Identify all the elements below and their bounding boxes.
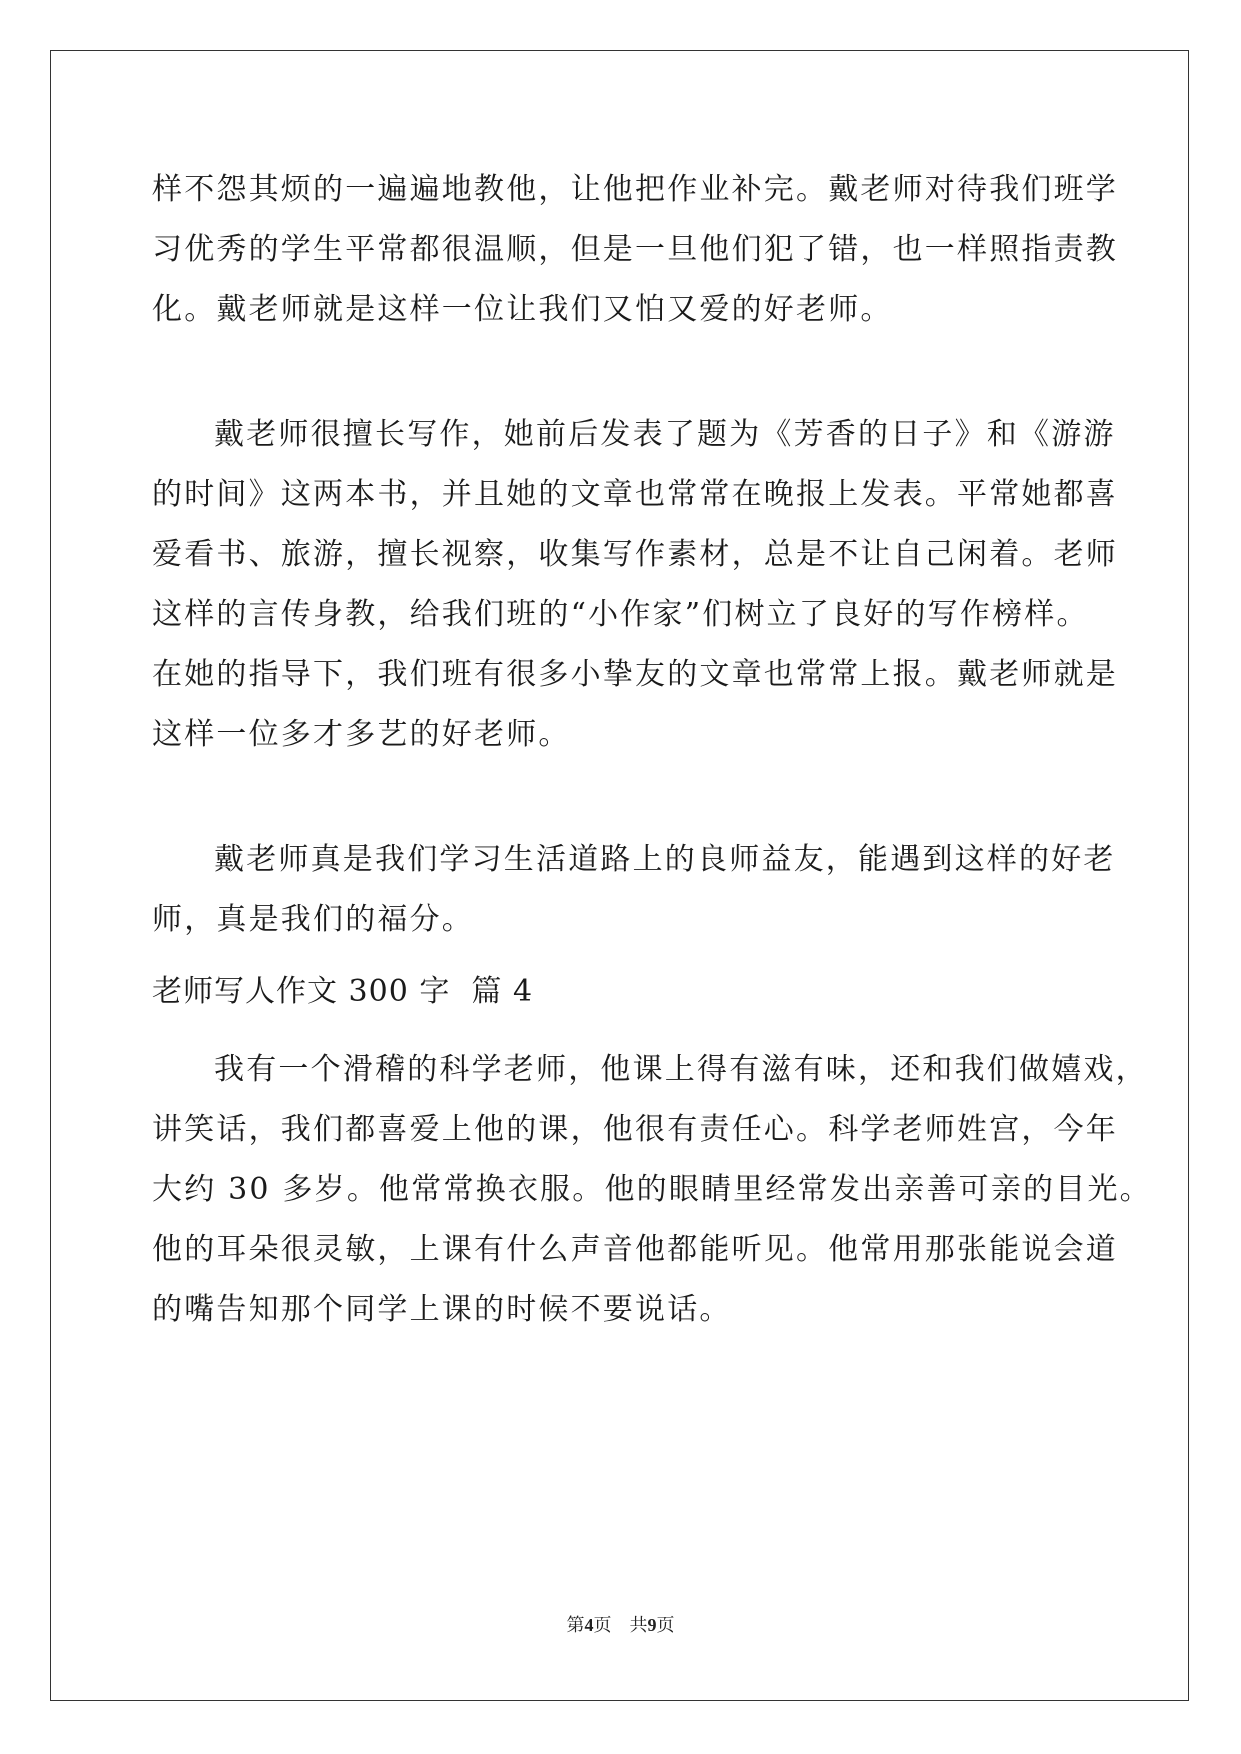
paragraph-line: 的时间》这两本书，并且她的文章也常常在晚报上发表。平常她都喜 [152,477,1118,512]
paragraph-line: 他的耳朵很灵敏，上课有什么声音他都能听见。他常用那张能说会道 [152,1232,1118,1267]
paragraph-line: 我有一个滑稽的科学老师，他课上得有滋有味，还和我们做嬉戏， [214,1052,1148,1087]
paragraph-line: 戴老师真是我们学习生活道路上的良师益友，能遇到这样的好老 [214,842,1116,877]
paragraph-line: 这样一位多才多艺的好老师。 [152,717,571,752]
paragraph-line: 样不怨其烦的一遍遍地教他，让他把作业补完。戴老师对待我们班学 [152,172,1118,207]
paragraph-line: 习优秀的学生平常都很温顺，但是一旦他们犯了错，也一样照指责教 [152,232,1118,267]
current-page-number: 4 [584,1615,594,1635]
paragraph-line: 这样的言传身教，给我们班的“小作家”们树立了良好的写作榜样。 [152,597,1089,632]
paragraph-line: 大约 30 多岁。他常常换衣服。他的眼睛里经常发出亲善可亲的目光。 [152,1172,1152,1207]
footer-suffix: 页 [656,1615,675,1635]
paragraph-line: 的嘴告知那个同学上课的时候不要说话。 [152,1292,732,1327]
paragraph-line: 在她的指导下，我们班有很多小挚友的文章也常常上报。戴老师就是 [152,657,1118,692]
paragraph-line: 讲笑话，我们都喜爱上他的课，他很有责任心。科学老师姓宫，今年 [152,1112,1118,1147]
paragraph-line: 戴老师很擅长写作，她前后发表了题为《芳香的日子》和《游游 [214,417,1116,452]
page-footer [0,1613,1241,1637]
section-heading: 老师写人作文 300 字 篇 4 [152,974,534,1009]
paragraph-line: 化。戴老师就是这样一位让我们又怕又爱的好老师。 [152,292,893,327]
total-pages-number: 9 [647,1615,657,1635]
footer-prefix: 第 [566,1615,585,1635]
paragraph-line: 爱看书、旅游，擅长视察，收集写作素材，总是不让自己闲着。老师 [152,537,1118,572]
footer-middle: 页 共 [593,1615,648,1635]
paragraph-line: 师，真是我们的福分。 [152,902,474,937]
